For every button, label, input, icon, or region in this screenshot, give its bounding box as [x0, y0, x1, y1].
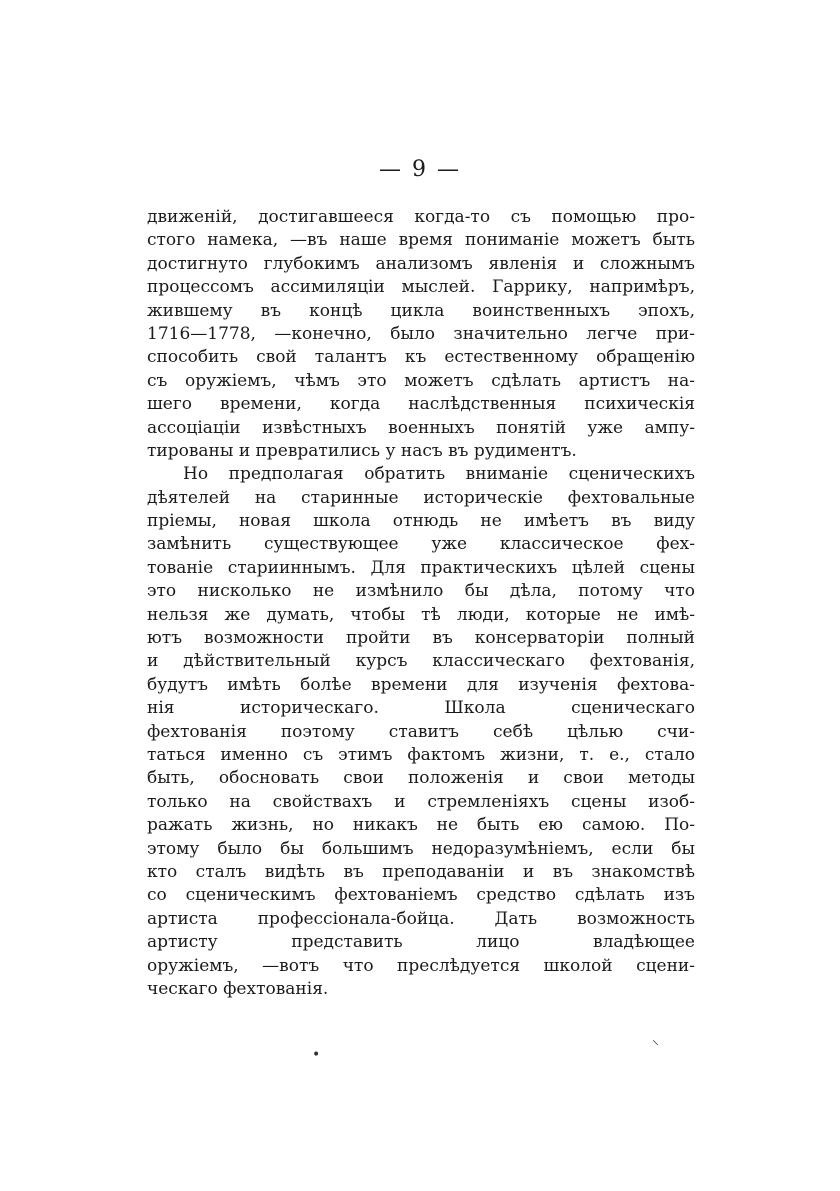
text-line: Но предполагая обратить вниманіе сценическихъ	[183, 464, 695, 485]
text-line: ражать жизнь, но никакъ не быть ею самою. По-	[147, 815, 695, 836]
text-line: это нисколько не измѣнило бы дѣла, потому что	[147, 581, 695, 602]
text-line: тированы и превратились у насъ въ рудиментъ.	[147, 440, 577, 461]
text-line: съ оружіемъ, чѣмъ это можетъ сдѣлать артистъ на-	[147, 370, 695, 391]
text-line: быть, обосновать свои положенія и свои методы	[147, 768, 695, 789]
text-line: ческаго фехтованія.	[147, 978, 329, 999]
ink-mark: ⸌	[652, 1038, 659, 1054]
text-line: и дѣйствительный курсъ классическаго фехтованія,	[147, 651, 695, 672]
ink-speck: •	[312, 1047, 321, 1063]
text-line: нія историческаго. Школа сценическаго	[147, 698, 695, 719]
text-line: дѣятелей на старинные историческіе фехтовальные	[147, 487, 695, 508]
text-line: шего времени, когда наслѣдственныя психическія	[147, 394, 695, 415]
text-line: тованіе старииннымъ. Для практическихъ цѣлей сцены	[147, 557, 695, 578]
text-line: нельзя же думать, чтобы тѣ люди, которые не имѣ-	[147, 604, 695, 625]
page-number: — 9 —	[379, 157, 461, 182]
text-line: таться именно съ этимъ фактомъ жизни, т. е., стало	[147, 744, 695, 765]
text-line: замѣнить существующее уже классическое фех-	[147, 534, 695, 555]
text-line: ассоціаціи извѣстныхъ военныхъ понятій уже ампу-	[147, 417, 695, 438]
text-line: со сценическимъ фехтованіемъ средство сдѣлать изъ	[147, 885, 695, 906]
text-line: движеній, достигавшееся когда-то съ помощью про-	[147, 207, 695, 227]
text-line: оружіемъ, —вотъ что преслѣдуется школой сцени-	[147, 955, 695, 976]
text-line: процессомъ ассимиляціи мыслей. Гаррику, напримѣръ,	[147, 277, 695, 298]
text-line: будутъ имѣть болѣе времени для изученія фехтова-	[147, 674, 695, 695]
text-line: пріемы, новая школа отнюдь не имѣетъ въ виду	[147, 511, 695, 532]
text-line: стого намека, —въ наше время пониманіе можетъ быть	[147, 230, 695, 251]
text-line: только на свойствахъ и стремленіяхъ сцены изоб-	[147, 791, 695, 812]
text-line: достигнуто глубокимъ анализомъ явленія и сложнымъ	[147, 253, 695, 274]
text-line: способить свой талантъ къ естественному обращенію	[147, 347, 695, 368]
text-line: артисту представить лицо владѣющее	[147, 932, 695, 953]
text-line: этому было бы большимъ недоразумѣніемъ, если бы	[147, 838, 695, 859]
body-text	[147, 206, 695, 1001]
text-line: 1716—1778, —конечно, было значительно легче при-	[147, 323, 695, 344]
text-line: кто сталъ видѣть въ преподаваніи и въ знакомствѣ	[147, 861, 695, 882]
text-line: артиста профессіонала-бойца. Дать возможность	[147, 908, 695, 929]
text-line: ютъ возможности пройти въ консерваторіи полный	[147, 628, 695, 649]
text-line: фехтованія поэтому ставитъ себѣ цѣлью счи-	[147, 721, 695, 742]
text-line: жившему въ концѣ цикла воинственныхъ эпохъ,	[147, 300, 695, 321]
